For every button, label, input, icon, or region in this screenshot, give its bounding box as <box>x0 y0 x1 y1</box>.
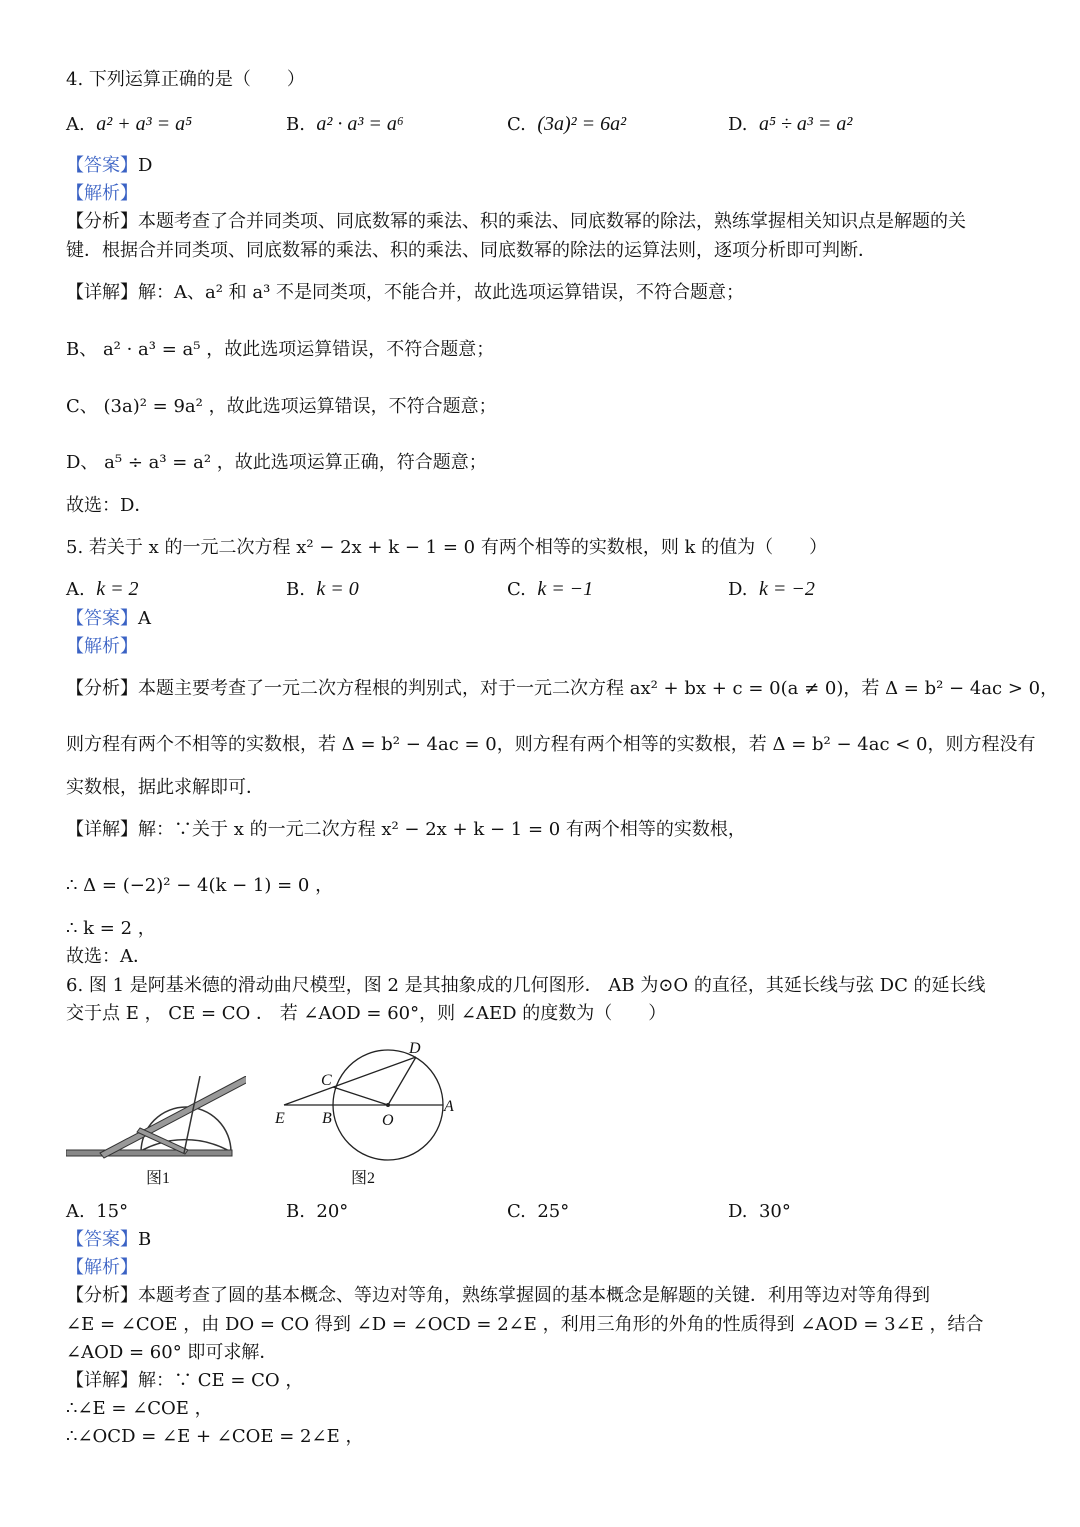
q4-detail-d: D、 a⁵ ÷ a³ = a² ，故此选项运算正确，符合题意； <box>66 452 487 473</box>
xiangjie-tag: 【详解】 <box>66 282 138 303</box>
q4-option-a-expr: a² + a³ = a⁵ <box>96 113 193 135</box>
q5-fenxi-text1: 本题主要考查了一元二次方程根的判别式，对于一元二次方程 ax² + bx + c = 0(a ≠ 0)，若 Δ = b² − 4ac > 0， <box>138 678 1059 699</box>
q4-option-c-label: C. <box>507 114 526 135</box>
q6-fenxi-line1 <box>66 1282 930 1310</box>
fig2-line-co <box>333 1087 388 1105</box>
q6-option-b-expr: 20° <box>316 1201 349 1222</box>
q6-answer-value: B <box>138 1229 152 1250</box>
fig1-base-ruler <box>66 1150 232 1156</box>
q5-option-b-label: B. <box>286 579 305 600</box>
q4-option-d-expr: a⁵ ÷ a³ = a² <box>758 113 853 135</box>
q6-detail-1-text: 解：∵ CE = CO ， <box>138 1370 304 1391</box>
fig2-line-od <box>388 1057 416 1105</box>
q5-answer <box>66 605 151 633</box>
fig2-label-b: B <box>322 1110 332 1127</box>
q5-fenxi-line1 <box>66 675 1058 703</box>
q6-option-a-expr: 15° <box>96 1201 129 1222</box>
xiangjie-tag: 【详解】 <box>66 1370 138 1391</box>
fenxi-tag: 【分析】 <box>66 1285 138 1306</box>
q6-option-c-expr: 25° <box>537 1201 570 1222</box>
fig2-caption: 图2 <box>351 1170 376 1187</box>
q4-option-c-expr: (3a)² = 6a² <box>537 113 627 135</box>
q5-answer-value: A <box>138 608 151 629</box>
q4-detail-b: B、 a² · a³ = a⁵ ，故此选项运算错误，不符合题意； <box>66 339 495 360</box>
q4-option-a-label: A. <box>66 114 85 135</box>
q4-answer <box>66 152 152 180</box>
xiangjie-tag: 【详解】 <box>66 819 138 840</box>
q5-option-c-label: C. <box>507 579 526 600</box>
q6-stem-line1: 6. 图 1 是阿基米德的滑动曲尺模型，图 2 是其抽象成的几何图形． AB 为⊙O 的直径，其延长线与弦 DC 的延长线 <box>66 975 986 996</box>
q5-stem: 5. 若关于 x 的一元二次方程 x² − 2x + k − 1 = 0 有两个相等的实数根，则 k 的值为（ ） <box>66 537 828 558</box>
q4-options <box>66 110 1016 140</box>
q5-option-a-label: A. <box>66 579 85 600</box>
q6-detail-1 <box>66 1367 303 1395</box>
figure-2 <box>272 1039 466 1191</box>
q5-fenxi-line2: 则方程有两个不相等的实数根，若 Δ = b² − 4ac = 0，则方程有两个相等的实数根，若 Δ = b² − 4ac < 0，则方程没有 <box>66 734 1036 755</box>
q5-options <box>66 575 1016 605</box>
q4-detail-c: C、 (3a)² = 9a² ，故此选项运算错误，不符合题意； <box>66 396 497 417</box>
fig2-label-e: E <box>275 1110 285 1127</box>
fig2-line-ed <box>284 1057 416 1105</box>
q4-option-b-expr: a² · a³ = a⁶ <box>316 113 404 135</box>
q4-answer-value: D <box>138 155 153 176</box>
fig2-label-o: O <box>382 1112 394 1129</box>
q5-option-d-expr: k = −2 <box>758 578 815 600</box>
fig2-label-c: C <box>321 1072 332 1089</box>
q4-option-d-label: D. <box>728 114 748 135</box>
q6-option-d-label: D. <box>728 1201 748 1222</box>
fenxi-tag: 【分析】 <box>66 678 138 699</box>
answer-tag: 【答案】 <box>66 1229 138 1250</box>
fig1-caption: 图1 <box>146 1170 171 1187</box>
q4-stem: 4. 下列运算正确的是（ ） <box>66 69 305 90</box>
q6-fenxi-line3: ∠AOD = 60° 即可求解． <box>66 1342 278 1363</box>
answer-tag: 【答案】 <box>66 155 138 176</box>
q6-fenxi-text1: 本题考查了圆的基本概念、等边对等角，熟练掌握圆的基本概念是解题的关键．利用等边对等角得到 <box>138 1285 930 1306</box>
fig2-center-dot <box>386 1103 390 1107</box>
q6-stem-line2: 交于点 E ， CE = CO ． 若 ∠AOD = 60°，则 ∠AED 的度数为（ ） <box>66 1003 667 1024</box>
q6-options <box>66 1198 1016 1228</box>
q4-fenxi-line2: 键．根据合并同类项、同底数幂的乘法、积的乘法、同底数幂的除法的运算法则，逐项分析即可判断． <box>66 240 876 261</box>
q5-analysis-tag: 【解析】 <box>66 636 138 657</box>
fig2-label-d: D <box>409 1040 421 1057</box>
q6-option-b-label: B. <box>286 1201 305 1222</box>
q5-option-c-expr: k = −1 <box>537 578 594 600</box>
q5-detail-2: ∴ Δ = (−2)² − 4(k − 1) = 0 ， <box>66 875 334 896</box>
q6-detail-2: ∴∠E = ∠COE ， <box>66 1398 213 1419</box>
q6-option-d-expr: 30° <box>758 1201 791 1222</box>
q6-option-c-label: C. <box>507 1201 526 1222</box>
q5-detail-1-text: 解：∵关于 x 的一元二次方程 x² − 2x + k − 1 = 0 有两个相等的实数根， <box>138 819 746 840</box>
q5-detail-1 <box>66 816 746 844</box>
q4-option-b-label: B. <box>286 114 305 135</box>
q6-analysis-tag: 【解析】 <box>66 1257 138 1278</box>
q4-analysis-tag: 【解析】 <box>66 183 138 204</box>
q6-detail-3: ∴∠OCD = ∠E + ∠COE = 2∠E ， <box>66 1426 364 1447</box>
figure-1 <box>66 1076 246 1191</box>
answer-tag: 【答案】 <box>66 608 138 629</box>
fig2-label-a: A <box>444 1098 454 1115</box>
q5-conclusion: 故选：A． <box>66 946 151 967</box>
q4-fenxi-line1 <box>66 208 966 236</box>
q6-answer <box>66 1226 151 1254</box>
q4-fenxi-text1: 本题考查了合并同类项、同底数幂的乘法、积的乘法、同底数幂的除法，熟练掌握相关知识点是解题的关 <box>138 211 966 232</box>
q4-conclusion: 故选：D． <box>66 495 153 516</box>
q5-option-d-label: D. <box>728 579 748 600</box>
q4-detail-a-text: 解：A、a² 和 a³ 不是同类项，不能合并，故此选项运算错误，不符合题意； <box>138 282 745 303</box>
q5-option-a-expr: k = 2 <box>96 578 139 600</box>
q5-detail-3: ∴ k = 2 ， <box>66 918 156 939</box>
q5-fenxi-line3: 实数根，据此求解即可． <box>66 777 264 798</box>
q6-option-a-label: A. <box>66 1201 85 1222</box>
q4-detail-a <box>66 279 744 307</box>
q5-option-b-expr: k = 0 <box>316 578 359 600</box>
q6-fenxi-line2: ∠E = ∠COE ，由 DO = CO 得到 ∠D = ∠OCD = 2∠E ，利用三角形的外角的性质得到 ∠AOD = 3∠E ，结合 <box>66 1314 984 1335</box>
fenxi-tag: 【分析】 <box>66 211 138 232</box>
